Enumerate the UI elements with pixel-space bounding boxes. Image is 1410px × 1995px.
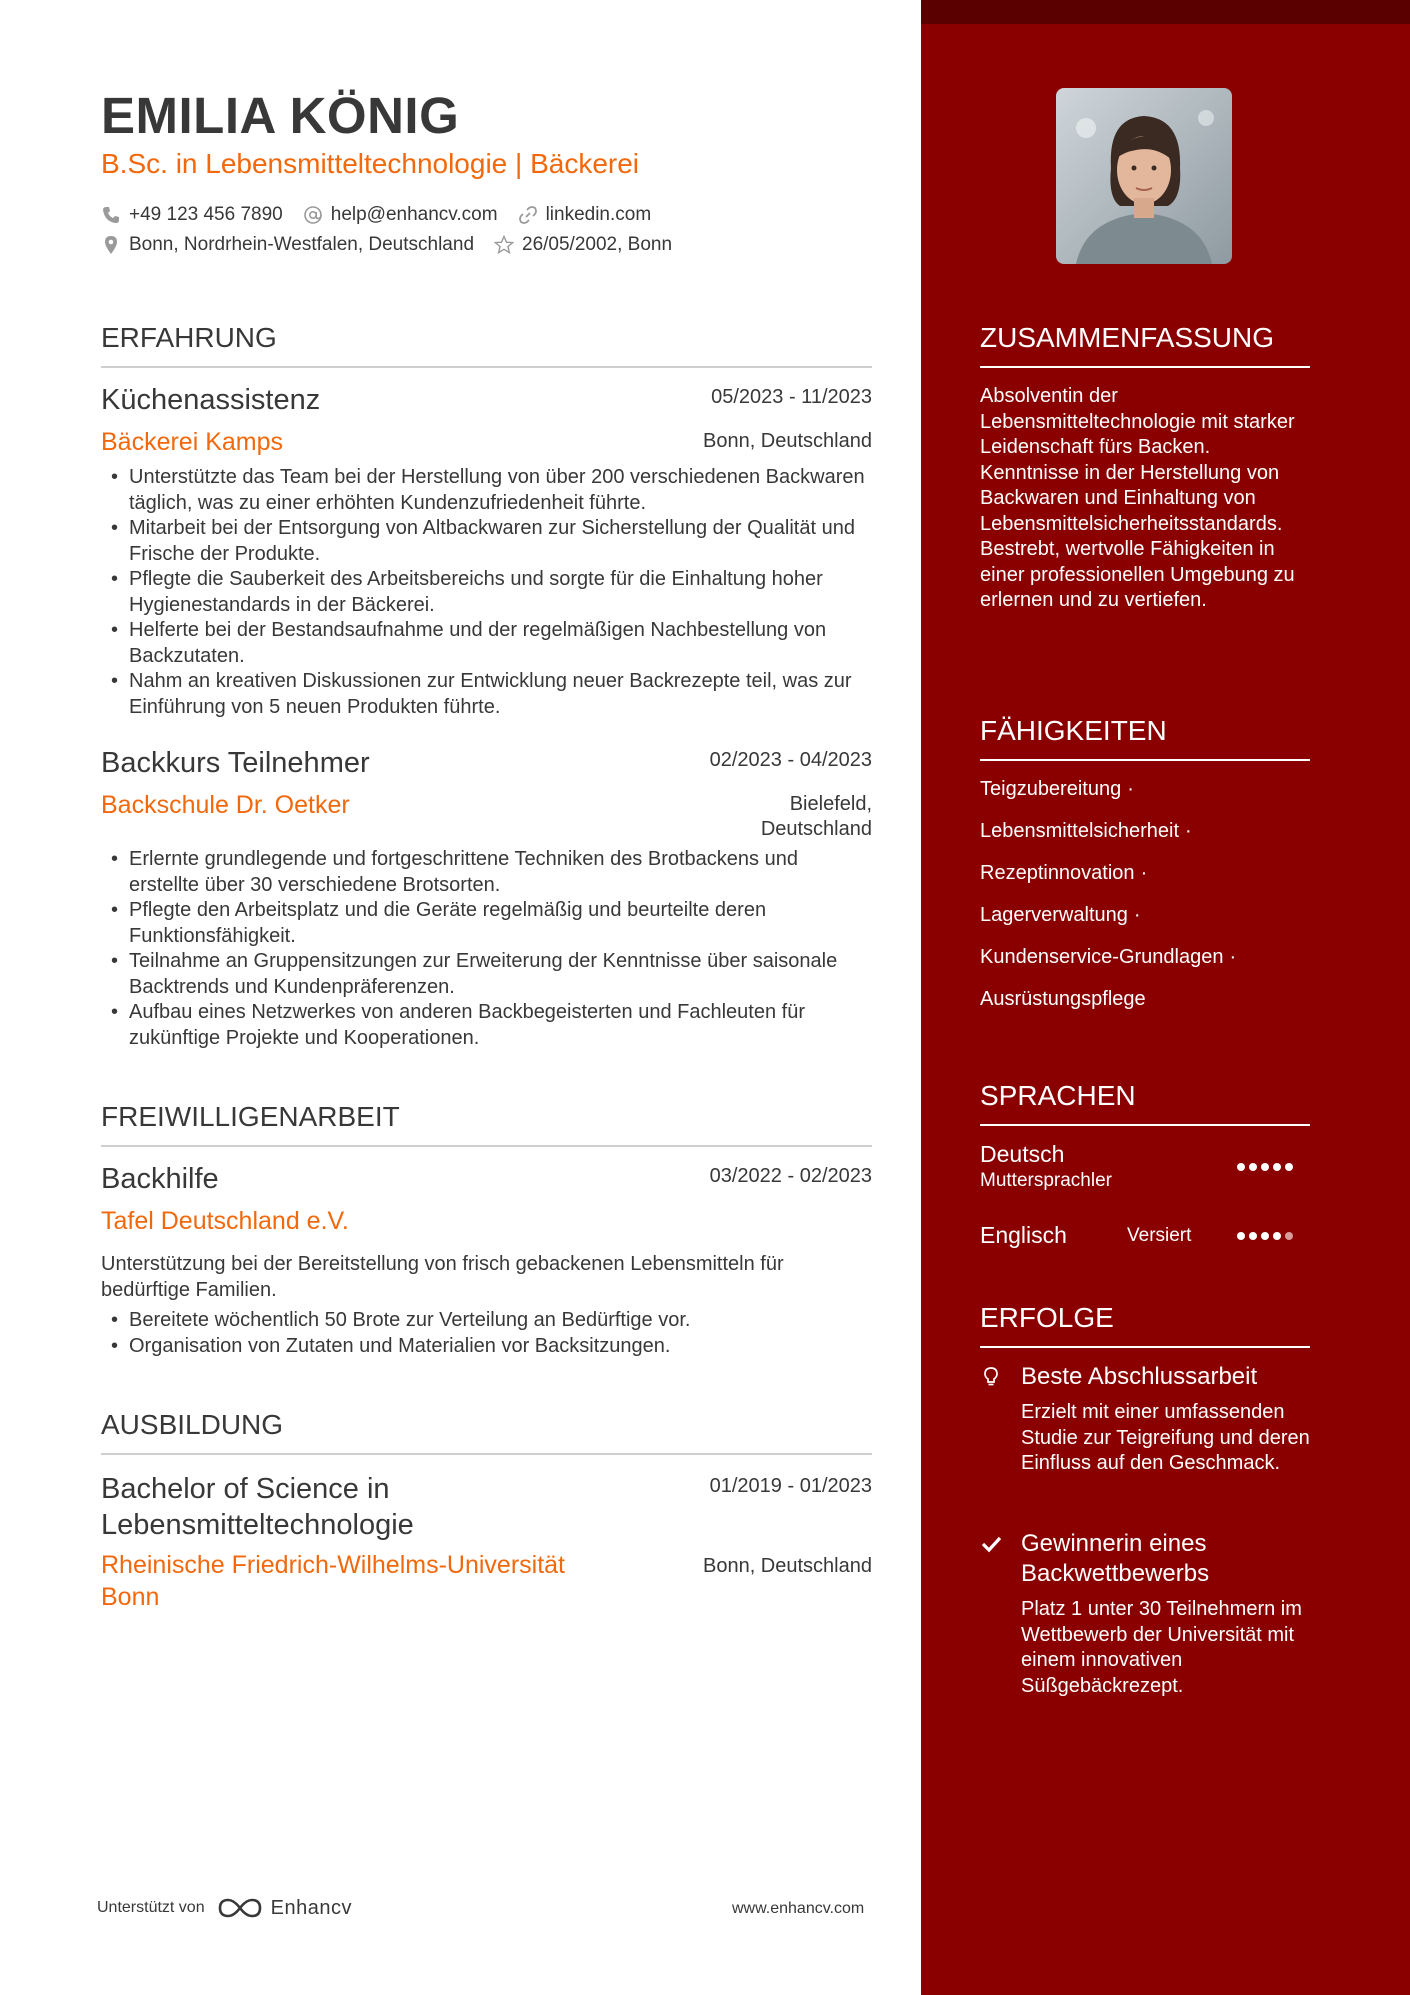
skill-item: [980, 862, 1147, 885]
contact-row-1: [101, 204, 671, 226]
language-level: Muttersprachler: [980, 1170, 1112, 1191]
candidate-subtitle: B.Sc. in Lebensmitteltechnologie | Bäckerei: [101, 148, 640, 179]
experience-section-title: ERFAHRUNG: [101, 322, 872, 368]
star-icon: [494, 235, 514, 255]
list-item: • Pflegte die Sauberkeit des Arbeitsbereichs und sorgte für die Einhaltung hoher Hygienestandards in der Bäckerei.: [101, 567, 872, 618]
language-rating: [1237, 1232, 1293, 1240]
job-location: Bonn, Deutschland: [702, 430, 872, 452]
enhancv-logo[interactable]: [217, 1896, 352, 1920]
achievement-title-line: Gewinnerin eines: [1021, 1530, 1207, 1557]
education-location: Bonn, Deutschland: [702, 1555, 872, 1577]
volunteer-org: Tafel Deutschland e.V.: [101, 1207, 349, 1235]
skill-label: Lagerverwaltung: [980, 904, 1128, 926]
sidebar-top-bar: [921, 0, 1410, 24]
rating-dot: [1285, 1232, 1293, 1240]
rating-dot: [1273, 1232, 1281, 1240]
volunteer-date: 03/2022 - 02/2023: [709, 1165, 872, 1187]
email-text: help@enhancv.com: [330, 204, 498, 225]
language-name: Deutsch: [980, 1141, 1065, 1167]
achievement-description: Platz 1 unter 30 Teilnehmern im Wettbewerb der Universität mit einem innovativen Süßgebäckrezept.: [1021, 1598, 1302, 1697]
footer-powered-label: Unterstützt von: [97, 1899, 205, 1916]
sidebar: [921, 0, 1410, 1995]
achievement-title: Beste Abschlussarbeit: [1021, 1363, 1258, 1390]
link-icon: [518, 205, 538, 225]
rating-dot: [1261, 1232, 1269, 1240]
education-date: 01/2019 - 01/2023: [709, 1475, 872, 1497]
language-name: Englisch: [980, 1222, 1067, 1248]
location-pin-icon: [101, 235, 121, 255]
phone-icon: [101, 205, 121, 225]
job-date: 02/2023 - 04/2023: [709, 749, 872, 771]
contact-linkedin[interactable]: [518, 204, 652, 226]
enhancv-logo-icon: [217, 1896, 263, 1920]
list-item: • Unterstützte das Team bei der Herstellung von über 200 verschiedenen Backwaren täglich, was zu einer erhöhten Kundenzufriedenheit führte.: [101, 465, 872, 516]
list-item: • Erlernte grundlegende und fortgeschrittene Techniken des Brotbackens und erstellte über 30 verschiedene Brotsorten.: [101, 847, 872, 898]
skill-item: [980, 946, 1236, 969]
skill-item: [980, 904, 1141, 927]
education-school-line: Rheinische Friedrich-Wilhelms-Universität: [101, 1551, 566, 1579]
skill-separator: ·: [1140, 862, 1148, 884]
achievements-section-title: ERFOLGE: [980, 1302, 1310, 1348]
footer-powered-by: [97, 1896, 352, 1920]
languages-section-title: SPRACHEN: [980, 1080, 1310, 1126]
education-degree: [101, 1471, 414, 1543]
rating-dot: [1249, 1163, 1257, 1171]
skill-label: Rezeptinnovation: [980, 862, 1135, 884]
lightbulb-icon: [980, 1366, 1002, 1388]
job-bullets: [101, 847, 872, 1051]
summary-text: Absolventin der Lebensmitteltechnologie mit starker Leidenschaft fürs Backen. Kenntnisse in der Herstellung von Backwaren und Einhaltung von Lebensmittelsicherheitsstandards. Bestrebt, wertvolle Fähigkeiten in einer professionellen Umgebung zu erlernen und zu vertiefen.: [980, 385, 1295, 611]
at-icon: [303, 205, 323, 225]
language-level: Versiert: [1127, 1225, 1192, 1246]
job-title: Küchenassistenz: [101, 384, 321, 416]
job-date: 05/2023 - 11/2023: [711, 386, 872, 408]
education-school-line: Bonn: [101, 1583, 160, 1611]
job-company: Bäckerei Kamps: [101, 428, 284, 456]
rating-dot: [1285, 1163, 1293, 1171]
skill-separator: ·: [1229, 946, 1237, 968]
skills-section-title: FÄHIGKEITEN: [980, 715, 1310, 761]
skill-item: [980, 988, 1146, 1011]
education-degree-line: Bachelor of Science in: [101, 1473, 390, 1505]
contact-email[interactable]: [303, 204, 498, 226]
job-title: Backkurs Teilnehmer: [101, 747, 370, 779]
rating-dot: [1273, 1163, 1281, 1171]
skill-separator: ·: [1133, 904, 1141, 926]
volunteer-bullets: [101, 1308, 872, 1359]
skill-item: [980, 778, 1134, 801]
enhancv-brand: Enhancv: [270, 1896, 352, 1919]
profile-photo: [1056, 88, 1232, 264]
volunteer-description: Unterstützung bei der Bereitstellung von frisch gebackenen Lebensmitteln für bedürftige Familien.: [101, 1253, 784, 1301]
job-company: Backschule Dr. Oetker: [101, 791, 350, 819]
language-rating: [1237, 1163, 1293, 1171]
contact-row-2: [101, 234, 692, 256]
summary-section-title: ZUSAMMENFASSUNG: [980, 322, 1310, 368]
volunteer-role: Backhilfe: [101, 1163, 219, 1195]
rating-dot: [1237, 1163, 1245, 1171]
achievement-description: Erzielt mit einer umfassenden Studie zur Teigreifung und deren Einfluss auf den Geschmack.: [1021, 1401, 1310, 1474]
education-degree-line: Lebensmitteltechnologie: [101, 1509, 414, 1541]
birth-text: 26/05/2002, Bonn: [522, 234, 673, 255]
list-item: • Pflegte den Arbeitsplatz und die Geräte regelmäßig und beurteilte deren Funktionsfähigkeit.: [101, 898, 872, 949]
achievement-title: [1021, 1529, 1310, 1589]
footer-url[interactable]: www.enhancv.com: [732, 1900, 865, 1917]
phone-text: +49 123 456 7890: [129, 204, 283, 225]
list-item: • Nahm an kreativen Diskussionen zur Entwicklung neuer Backrezepte teil, was zur Einführung von 5 neuen Produkten führte.: [101, 669, 872, 720]
contact-phone[interactable]: [101, 204, 283, 226]
list-item: • Organisation von Zutaten und Materialien vor Backsitzungen.: [101, 1334, 872, 1360]
volunteer-section-title: FREIWILLIGENARBEIT: [101, 1101, 872, 1147]
rating-dot: [1249, 1232, 1257, 1240]
location-text: Bonn, Nordrhein-Westfalen, Deutschland: [129, 234, 475, 255]
skill-separator: ·: [1127, 778, 1134, 800]
rating-dot: [1261, 1163, 1269, 1171]
contact-birth: [494, 234, 672, 256]
list-item: • Aufbau eines Netzwerkes von anderen Backbegeisterten und Fachleuten für zukünftige Projekte und Kooperationen.: [101, 1000, 872, 1051]
candidate-name: EMILIA KÖNIG: [101, 87, 460, 144]
education-section-title: AUSBILDUNG: [101, 1409, 872, 1455]
list-item: • Helferte bei der Bestandsaufnahme und der regelmäßigen Nachbestellung von Backzutaten.: [101, 618, 872, 669]
check-icon: [980, 1533, 1002, 1555]
job-location-line: Bielefeld,: [789, 793, 872, 815]
skill-separator: ·: [1185, 820, 1192, 842]
skill-label: Teigzubereitung: [980, 778, 1122, 800]
skill-label: Kundenservice-Grundlagen: [980, 946, 1224, 968]
linkedin-text: linkedin.com: [545, 204, 652, 225]
list-item: • Bereitete wöchentlich 50 Brote zur Verteilung an Bedürftige vor.: [101, 1308, 872, 1334]
education-school: [101, 1549, 565, 1613]
skill-label: Lebensmittelsicherheit: [980, 820, 1179, 842]
job-location: [761, 792, 872, 842]
achievement-title-line: Backwettbewerbs: [1021, 1560, 1210, 1587]
list-item: • Mitarbeit bei der Entsorgung von Altbackwaren zur Sicherstellung der Qualität und Frische der Produkte.: [101, 516, 872, 567]
skill-label: Ausrüstungspflege: [980, 988, 1146, 1010]
skill-item: [980, 820, 1192, 843]
job-bullets: [101, 465, 872, 720]
rating-dot: [1237, 1232, 1245, 1240]
list-item: • Teilnahme an Gruppensitzungen zur Erweiterung der Kenntnisse über saisonale Backtrends und Kundenpräferenzen.: [101, 949, 872, 1000]
job-location-line: Deutschland: [760, 818, 872, 840]
contact-location: [101, 234, 474, 256]
